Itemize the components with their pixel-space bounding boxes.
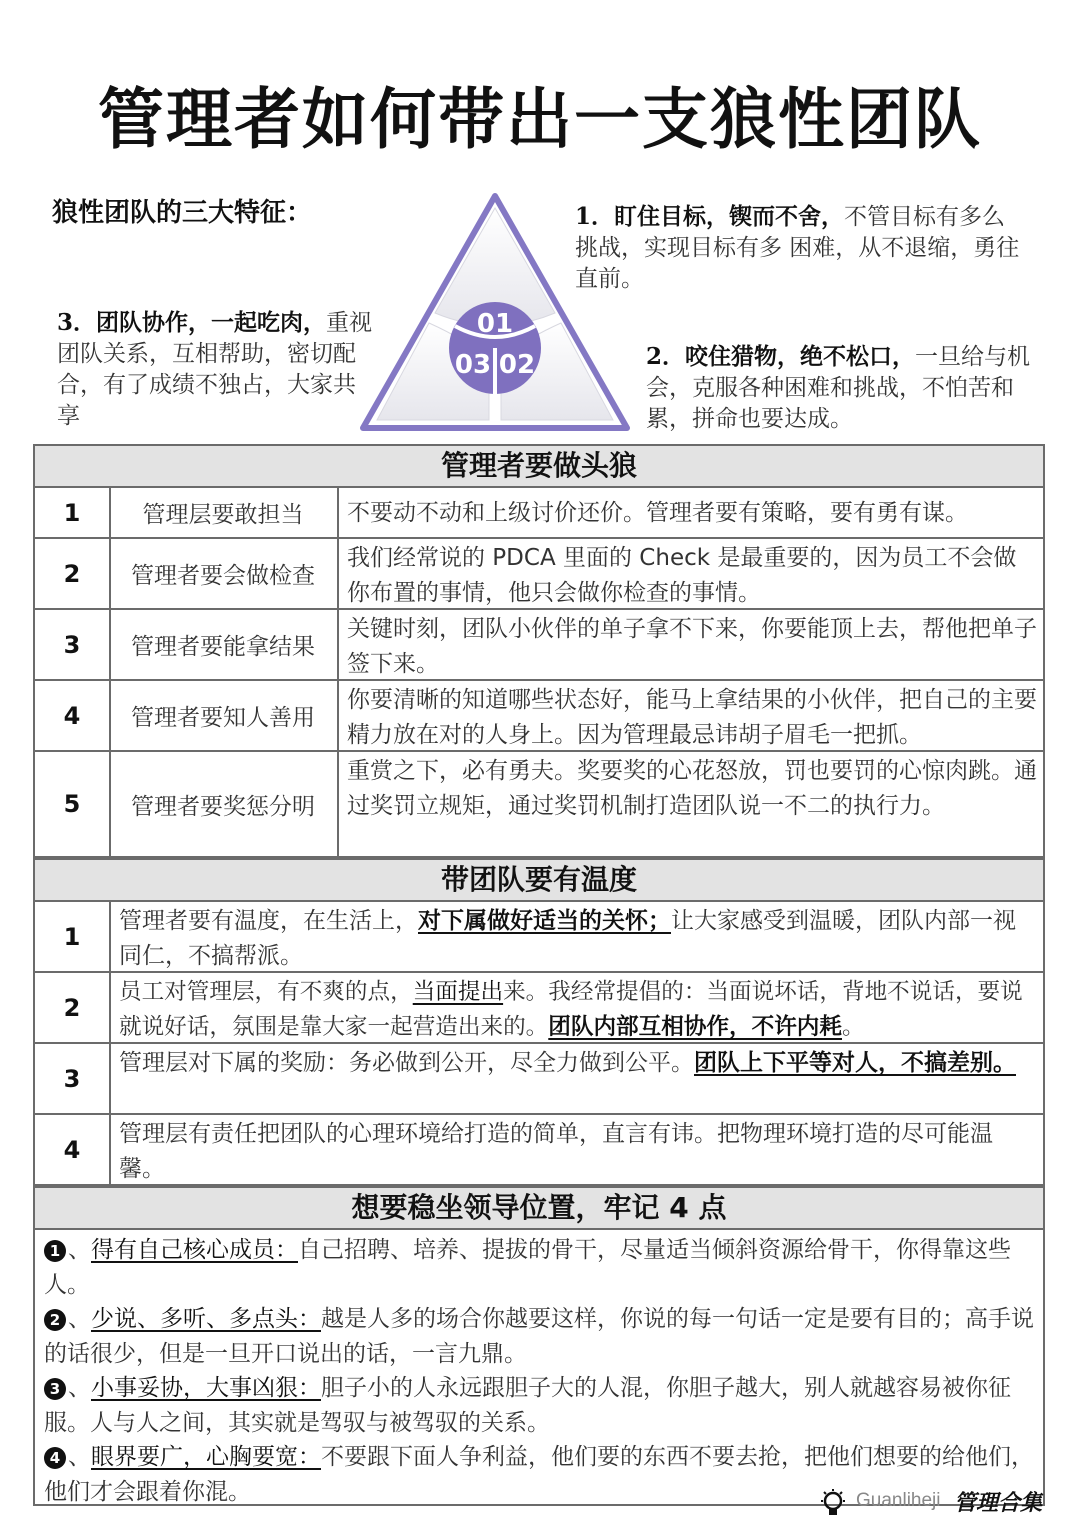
row-description: 重赏之下，必有勇夫。奖要奖的心花怒放，罚也要罚的心惊肉跳。通过奖罚立规矩，通过奖罚机制打造团队说一不二的执行力。 <box>347 758 1037 819</box>
row-number: 1 <box>35 902 111 971</box>
row-number: 2 <box>35 539 111 608</box>
section-header-warmth: 带团队要有温度 <box>33 858 1045 902</box>
table-row <box>33 539 1045 610</box>
triangle-label-02: 02 <box>498 350 536 380</box>
row-title: 管理者要会做检查 <box>109 539 339 608</box>
row-title: 管理层要敢担当 <box>109 488 339 537</box>
number-bullet-icon: 2 <box>44 1309 66 1331</box>
brand-latin-name: Guanliheji <box>856 1490 941 1511</box>
section-header-head-wolf: 管理者要做头狼 <box>33 444 1045 488</box>
feature-2-title: 2．咬住猎物，绝不松口， <box>646 343 916 370</box>
row-number: 4 <box>35 1115 111 1184</box>
table-row <box>33 1115 1045 1186</box>
table-row <box>33 488 1045 539</box>
row-number: 3 <box>35 1044 111 1113</box>
row-title: 管理者要能拿结果 <box>109 610 339 679</box>
feature-2-text: 一旦给与机会，克服各种困难和挑战，不怕苦和累，拼命也要达成。 <box>646 344 1031 432</box>
underlined-emphasis: 当面提出 <box>412 979 504 1005</box>
row-description: 你要清晰的知道哪些状态好，能马上拿结果的小伙伴，把自己的主要精力放在对的人身上。因为管理最忌讳胡子眉毛一把抓。 <box>347 687 1037 748</box>
row-number: 4 <box>35 681 111 750</box>
section-header-four-points: 想要稳坐领导位置，牢记 4 点 <box>33 1186 1045 1230</box>
triangle-label-03: 03 <box>454 350 492 380</box>
row-description: 管理者要有温度，在生活上，对下属做好适当的关怀；让大家感受到温暖，团队内部一视同仁，不搞帮派。 <box>119 908 1016 969</box>
brand-watermark <box>818 1486 1058 1522</box>
row-description: 管理层对下属的奖励：务必做到公开，尽全力做到公平。团队上下平等对人，不搞差别。 <box>119 1050 1016 1076</box>
table-row <box>33 610 1045 681</box>
feature-item-2 <box>646 341 1036 435</box>
lightbulb-icon <box>818 1488 848 1520</box>
number-bullet-icon: 4 <box>44 1447 66 1469</box>
row-title: 管理者要奖惩分明 <box>109 752 339 856</box>
underlined-emphasis: 对下属做好适当的关怀； <box>418 908 671 934</box>
list-item: 3 、小事妥协，大事凶狠：胆子小的人永远跟胆子大的人混，你胆子越大，别人就越容易被你征服。人与人之间，其实就是驾驭与被驾驭的关系。 <box>44 1375 1011 1436</box>
feature-item-1 <box>575 201 1025 295</box>
features-heading: 狼性团队的三大特征： <box>52 198 313 228</box>
list-item: 4 、眼界要广，心胸要宽：不要跟下面人争利益，他们要的东西不要去抢，把他们想要的给他们，他们才会跟着你混。 <box>44 1444 1034 1505</box>
underlined-emphasis: 团队内部互相协作，不许内耗 <box>548 1014 842 1040</box>
row-description: 管理层有责任把团队的心理环境给打造的简单，直言有讳。把物理环境打造的尽可能温馨。 <box>119 1121 993 1182</box>
page-title: 管理者如何带出一支狼性团队 <box>98 80 982 158</box>
tips-box <box>33 1230 1045 1506</box>
feature-item-3 <box>57 307 377 432</box>
tip-key: 眼界要广，心胸要宽： <box>91 1444 321 1470</box>
table-row <box>33 973 1045 1044</box>
table-row <box>33 1044 1045 1115</box>
row-description: 不要动不动和上级讨价还价。管理者要有策略，要有勇有谋。 <box>347 500 968 526</box>
row-number: 2 <box>35 973 111 1042</box>
row-number: 1 <box>35 488 111 537</box>
list-item: 2 、少说、多听、多点头：越是人多的场合你越要这样，你说的每一句话一定是要有目的；高手说的话很少，但是一旦开口说出的话，一言九鼎。 <box>44 1306 1034 1367</box>
row-description: 关键时刻，团队小伙伴的单子拿不下来，你要能顶上去，帮他把单子签下来。 <box>347 616 1037 677</box>
row-number: 5 <box>35 752 111 856</box>
row-description: 我们经常说的 PDCA 里面的 Check 是最重要的，因为员工不会做你布置的事情，他只会做你检查的事情。 <box>347 545 1017 606</box>
row-number: 3 <box>35 610 111 679</box>
triangle-label-01: 01 <box>476 309 514 339</box>
list-item: 1 、得有自己核心成员：自己招聘、培养、提拔的骨干，尽量适当倾斜资源给骨干，你得靠这些人。 <box>44 1237 1011 1298</box>
feature-3-title: 3．团队协作，一起吃肉， <box>57 309 327 336</box>
tip-key: 小事妥协，大事凶狠： <box>91 1375 321 1401</box>
tip-key: 少说、多听、多点头： <box>91 1306 321 1332</box>
number-bullet-icon: 1 <box>44 1240 66 1262</box>
underlined-emphasis: 团队上下平等对人，不搞差别。 <box>694 1050 1016 1076</box>
feature-1-title: 1．盯住目标，锲而不舍， <box>575 203 845 230</box>
feature-1-text: 不管目标有多么挑战，实现目标有多 困难，从不退缩，勇往直前。 <box>575 204 1020 292</box>
row-description: 员工对管理层，有不爽的点，当面提出来。我经常提倡的：当面说坏话，背地不说话，要说就说好话，氛围是靠大家一起营造出来的。团队内部互相协作，不许内耗。 <box>119 979 1023 1040</box>
table-row <box>33 902 1045 973</box>
table-row <box>33 752 1045 858</box>
tip-key: 得有自己核心成员： <box>91 1237 298 1263</box>
row-title: 管理者要知人善用 <box>109 681 339 750</box>
number-bullet-icon: 3 <box>44 1378 66 1400</box>
table-row <box>33 681 1045 752</box>
feature-3-text: 重视团队关系，互相帮助，密切配合，有了成绩不独占，大家共享 <box>57 310 373 429</box>
brand-chinese-name: 管理合集 <box>954 1490 1043 1516</box>
